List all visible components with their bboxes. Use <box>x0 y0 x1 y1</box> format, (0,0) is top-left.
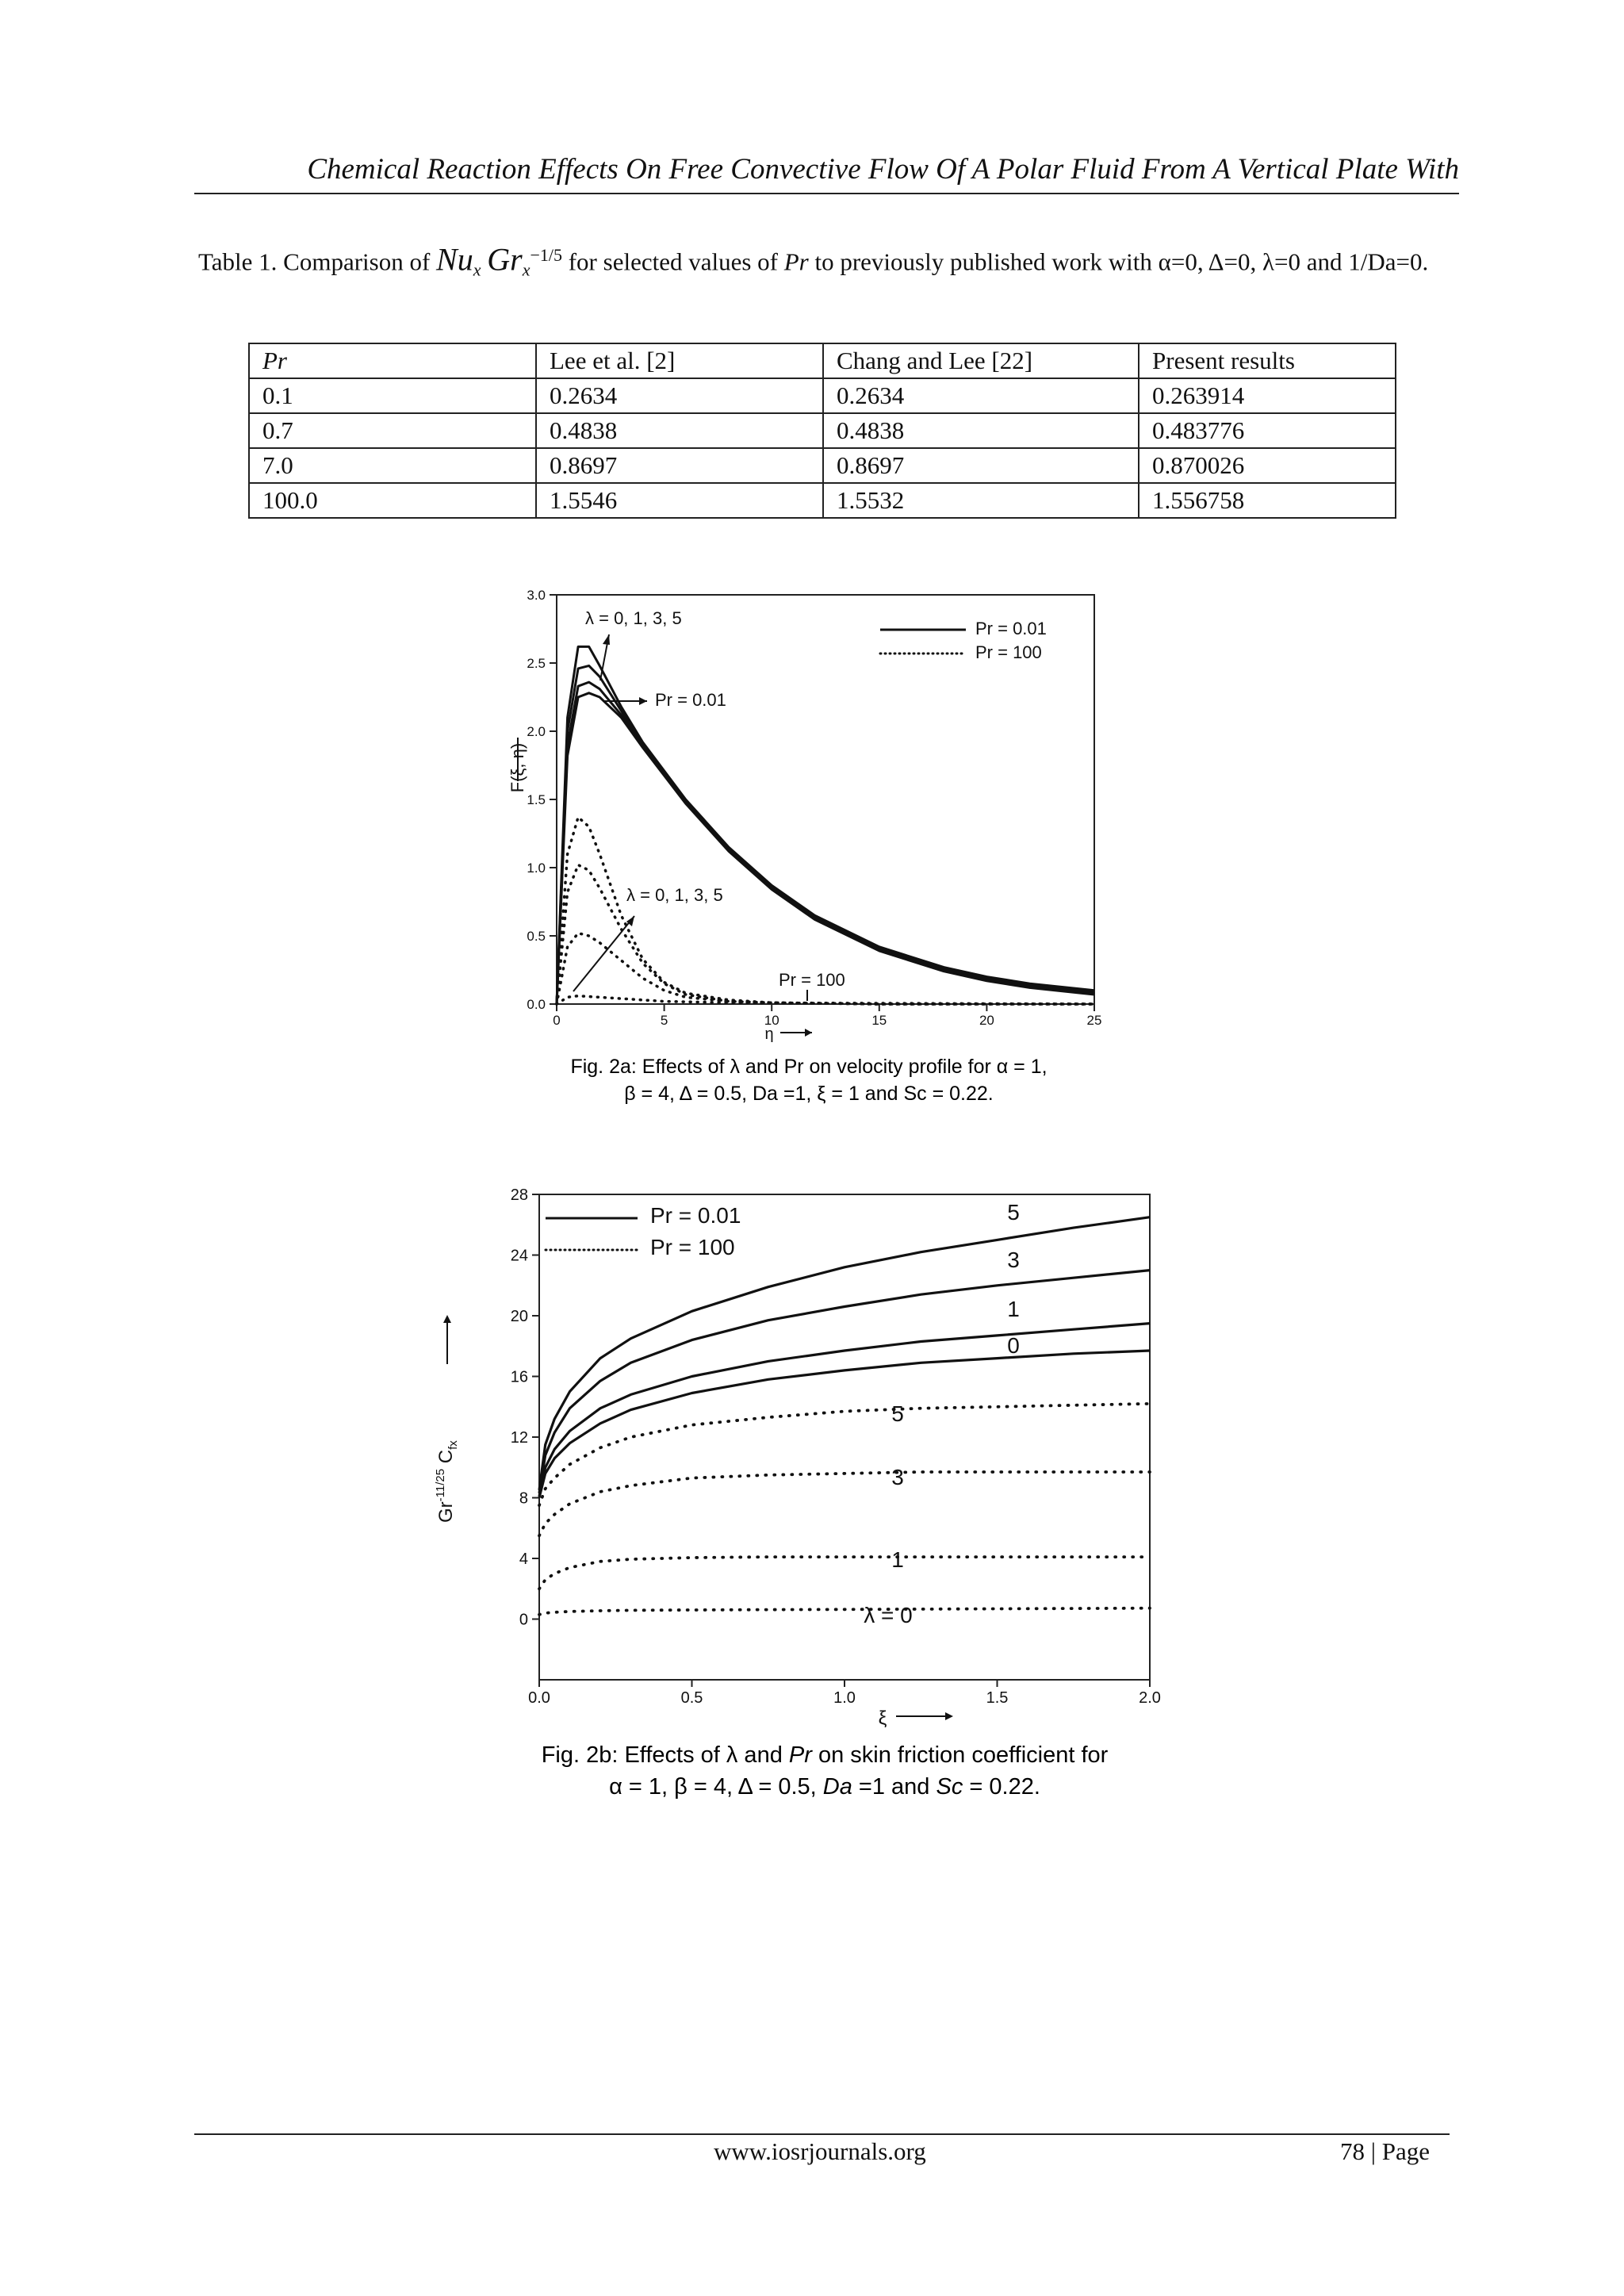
y-tick-label: 24 <box>510 1247 528 1265</box>
figure-2b-chart <box>412 1174 1205 1761</box>
table-cell: 0.2634 <box>536 378 823 413</box>
table-cell: 0.7 <box>249 413 536 448</box>
y-tick-label: 0.5 <box>527 928 546 944</box>
y-tick-label: 20 <box>510 1308 528 1325</box>
annotation-lambda-bottom: λ = 0, 1, 3, 5 <box>626 885 723 905</box>
comparison-table <box>248 343 1396 519</box>
table-row <box>249 378 1396 413</box>
curve-label: λ = 0 <box>864 1603 913 1627</box>
y-tick-label: 0 <box>519 1611 528 1629</box>
caption-suffix: to previously published work with α=0, Δ=0, λ=0 and 1/Da=0. <box>808 247 1429 276</box>
legend-label: Pr = 0.01 <box>650 1203 741 1228</box>
annotation-lambda-top: λ = 0, 1, 3, 5 <box>585 608 682 628</box>
x-axis-label: ξ <box>878 1708 887 1729</box>
legend-label: Pr = 100 <box>650 1235 735 1259</box>
series-line <box>557 682 1094 1004</box>
column-header: Present results <box>1139 343 1396 378</box>
series-line <box>539 1608 1150 1615</box>
annotation-arrowhead <box>639 697 647 705</box>
curve-label: 3 <box>891 1465 904 1489</box>
table-row <box>249 448 1396 483</box>
annotation-pr-high: Pr = 100 <box>779 970 845 990</box>
series-line <box>539 1351 1150 1498</box>
table-header-row <box>249 343 1396 378</box>
series-line <box>539 1404 1150 1505</box>
column-header: Lee et al. [2] <box>536 343 823 378</box>
table-cell: 1.5546 <box>536 483 823 518</box>
table-caption <box>198 235 1459 291</box>
y-tick-label: 16 <box>510 1368 528 1386</box>
x-axis-label: η <box>764 1025 774 1043</box>
caption-prefix: Table 1. Comparison of <box>198 247 437 276</box>
curve-label: 5 <box>891 1401 904 1426</box>
x-tick-label: 15 <box>871 1013 887 1028</box>
caption-nu-sub: x <box>473 259 481 280</box>
x-tick-label: 1.5 <box>986 1689 1009 1707</box>
series-line <box>539 1557 1150 1589</box>
caption-nu: Nu <box>436 241 473 278</box>
caption-gr-sup: −1/5 <box>530 245 562 265</box>
annotation-arrowhead <box>603 634 610 645</box>
y-tick-label: 12 <box>510 1429 528 1447</box>
y-tick-label: 0.0 <box>527 996 546 1012</box>
y-tick-label: 4 <box>519 1550 528 1568</box>
table-cell: 0.263914 <box>1139 378 1396 413</box>
curve-label: 1 <box>891 1547 904 1572</box>
series-line <box>539 1472 1150 1535</box>
header-rule <box>194 193 1459 194</box>
table-cell: 0.1 <box>249 378 536 413</box>
table-cell: 7.0 <box>249 448 536 483</box>
table-cell: 0.2634 <box>823 378 1139 413</box>
curve-label: 0 <box>1007 1333 1020 1358</box>
table-cell: 1.5532 <box>823 483 1139 518</box>
table-cell: 0.4838 <box>536 413 823 448</box>
x-tick-label: 2.0 <box>1139 1689 1161 1707</box>
annotation-arrow <box>573 916 634 991</box>
caption-gr: Gr <box>487 241 523 278</box>
x-tick-label: 0.0 <box>528 1689 550 1707</box>
curve-label: 1 <box>1007 1297 1020 1321</box>
x-axis-arrowhead <box>805 1029 812 1037</box>
column-header: Chang and Lee [22] <box>823 343 1139 378</box>
x-tick-label: 0 <box>553 1013 561 1028</box>
legend-label: Pr = 100 <box>975 642 1042 662</box>
figure-2b-caption <box>444 1739 1205 1803</box>
curve-label: 5 <box>1007 1200 1020 1225</box>
x-tick-label: 0.5 <box>680 1689 703 1707</box>
y-axis-label: $Gr^{-11/25}$ $C_{fx}$ <box>434 1440 460 1523</box>
y-tick-label: 2.5 <box>527 655 546 671</box>
figure-2a-caption-line2: β = 4, Δ = 0.5, Da =1, ξ = 1 and Sc = 0.22. <box>624 1083 994 1105</box>
running-title: Chemical Reaction Effects On Free Convective Flow Of A Polar Fluid From A Vertical Plate With <box>307 153 1459 186</box>
caption-mid: for selected values of <box>561 247 784 276</box>
caption-gr-sub: x <box>522 259 530 280</box>
table-cell: 0.8697 <box>536 448 823 483</box>
x-tick-label: 25 <box>1086 1013 1102 1028</box>
table-row <box>249 483 1396 518</box>
y-tick-label: 2.0 <box>527 723 546 739</box>
curve-label: 3 <box>1007 1248 1020 1272</box>
table-cell: 0.870026 <box>1139 448 1396 483</box>
y-tick-label: 28 <box>510 1186 528 1204</box>
figure-2a-caption <box>492 1053 1126 1107</box>
footer-url: www.iosrjournals.org <box>714 2137 926 2165</box>
x-tick-label: 5 <box>660 1013 668 1028</box>
series-line <box>557 933 1094 1004</box>
figure-2a-caption-line1: Fig. 2a: Effects of λ and Pr on velocity profile for α = 1, <box>570 1056 1048 1078</box>
y-tick-label: 3.0 <box>527 587 546 603</box>
legend-label: Pr = 0.01 <box>975 619 1047 638</box>
series-line <box>557 693 1094 1004</box>
x-axis-arrowhead <box>945 1712 953 1720</box>
y-tick-label: 1.5 <box>527 792 546 807</box>
figure-2a-chart <box>492 579 1126 1055</box>
x-tick-label: 20 <box>979 1013 994 1028</box>
page-number: 78 | Page <box>1340 2137 1430 2165</box>
annotation-pr-low: Pr = 0.01 <box>655 690 726 710</box>
x-tick-label: 1.0 <box>833 1689 856 1707</box>
column-header: Pr <box>249 343 536 378</box>
figure-2b-caption-line2: α = 1, β = 4, Δ = 0.5, Da =1 and Sc = 0.22. <box>609 1774 1040 1800</box>
y-axis-label: F(ξ, η) <box>508 742 527 793</box>
figure-2b-caption-line1: Fig. 2b: Effects of λ and Pr on skin friction coefficient for <box>541 1742 1109 1768</box>
table-cell: 1.556758 <box>1139 483 1396 518</box>
footer-rule <box>194 2133 1450 2135</box>
table-row <box>249 413 1396 448</box>
table-cell: 0.4838 <box>823 413 1139 448</box>
table-cell: 0.483776 <box>1139 413 1396 448</box>
y-axis-arrowhead <box>443 1315 451 1323</box>
y-tick-label: 8 <box>519 1489 528 1508</box>
series-line <box>539 1271 1150 1493</box>
table-cell: 100.0 <box>249 483 536 518</box>
table-cell: 0.8697 <box>823 448 1139 483</box>
y-tick-label: 1.0 <box>527 860 546 876</box>
x-tick-label: 10 <box>764 1013 779 1028</box>
caption-pr: Pr <box>783 247 809 276</box>
